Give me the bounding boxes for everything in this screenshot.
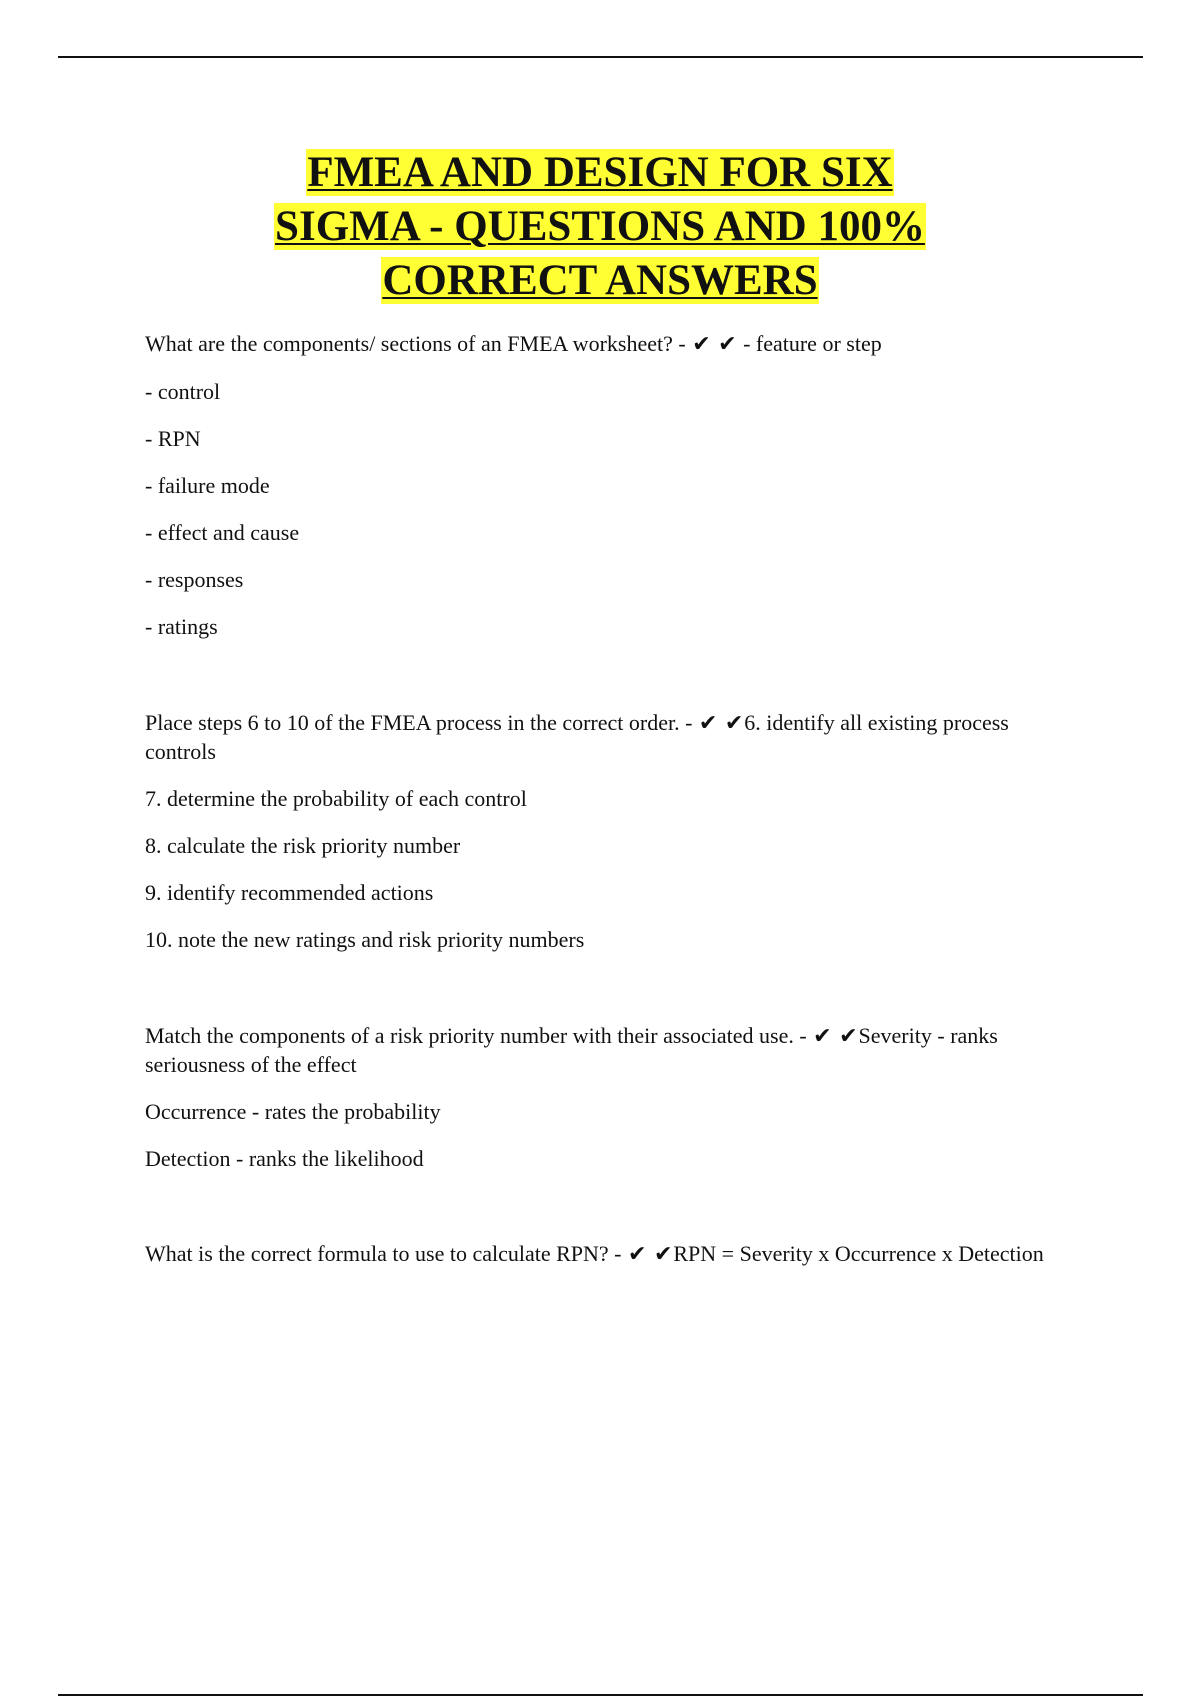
question-2-text: Place steps 6 to 10 of the FMEA process in the correct order. - bbox=[145, 710, 698, 735]
answer-1-first: - feature or step bbox=[743, 331, 882, 356]
qa-block-1 bbox=[145, 330, 1045, 641]
checkmark-icon: ✔ bbox=[692, 332, 711, 357]
answer-line: 10. note the new ratings and risk priority numbers bbox=[145, 927, 585, 952]
answer-line: - ratings bbox=[145, 614, 218, 639]
answer-line: 7. determine the probability of each control bbox=[145, 786, 527, 811]
document-title bbox=[0, 146, 1200, 308]
qa-block-2 bbox=[145, 709, 1045, 954]
checkmark-icon: ✔ bbox=[839, 1024, 858, 1049]
answer-line: 8. calculate the risk priority number bbox=[145, 833, 461, 858]
qa-block-4 bbox=[145, 1240, 1045, 1269]
answer-line: 9. identify recommended actions bbox=[145, 880, 434, 905]
bottom-rule bbox=[58, 1694, 1143, 1696]
checkmark-icon: ✔ bbox=[698, 711, 718, 736]
top-rule bbox=[58, 56, 1143, 58]
checkmark-icon: ✔ bbox=[628, 1242, 647, 1267]
checkmark-icon: ✔ bbox=[813, 1024, 832, 1049]
title-line-3: CORRECT ANSWERS bbox=[382, 257, 818, 304]
question-3 bbox=[145, 1022, 1045, 1079]
answer-line: - control bbox=[145, 379, 221, 404]
answer-line: - responses bbox=[145, 567, 244, 592]
checkmark-icon: ✔ bbox=[718, 332, 737, 357]
title-line-1: FMEA AND DESIGN FOR SIX bbox=[307, 149, 893, 196]
answer-line: Occurrence - rates the probability bbox=[145, 1099, 441, 1124]
answer-4-first: RPN = Severity x Occurrence x Detection bbox=[673, 1241, 1044, 1266]
question-4 bbox=[145, 1240, 1045, 1269]
answer-line: - effect and cause bbox=[145, 520, 300, 545]
question-1 bbox=[145, 330, 1045, 359]
qa-block-3 bbox=[145, 1022, 1045, 1173]
checkmark-icon: ✔ bbox=[653, 1242, 673, 1267]
answer-line: - failure mode bbox=[145, 473, 270, 498]
checkmark-icon: ✔ bbox=[724, 711, 744, 736]
question-3-text: Match the components of a risk priority number with their associated use. - bbox=[145, 1023, 813, 1048]
question-1-text: What are the components/ sections of an FMEA worksheet? - bbox=[145, 331, 692, 356]
answer-line: Detection - ranks the likelihood bbox=[145, 1146, 424, 1171]
title-line-2: SIGMA - QUESTIONS AND 100% bbox=[275, 203, 925, 250]
question-2 bbox=[145, 709, 1045, 766]
question-4-text: What is the correct formula to use to calculate RPN? - bbox=[145, 1241, 627, 1266]
answer-line: - RPN bbox=[145, 426, 201, 451]
answer-2-first: 6. identify all existing process controls bbox=[145, 710, 1009, 764]
answer-3-first: Severity - ranks seriousness of the effect bbox=[145, 1023, 998, 1077]
